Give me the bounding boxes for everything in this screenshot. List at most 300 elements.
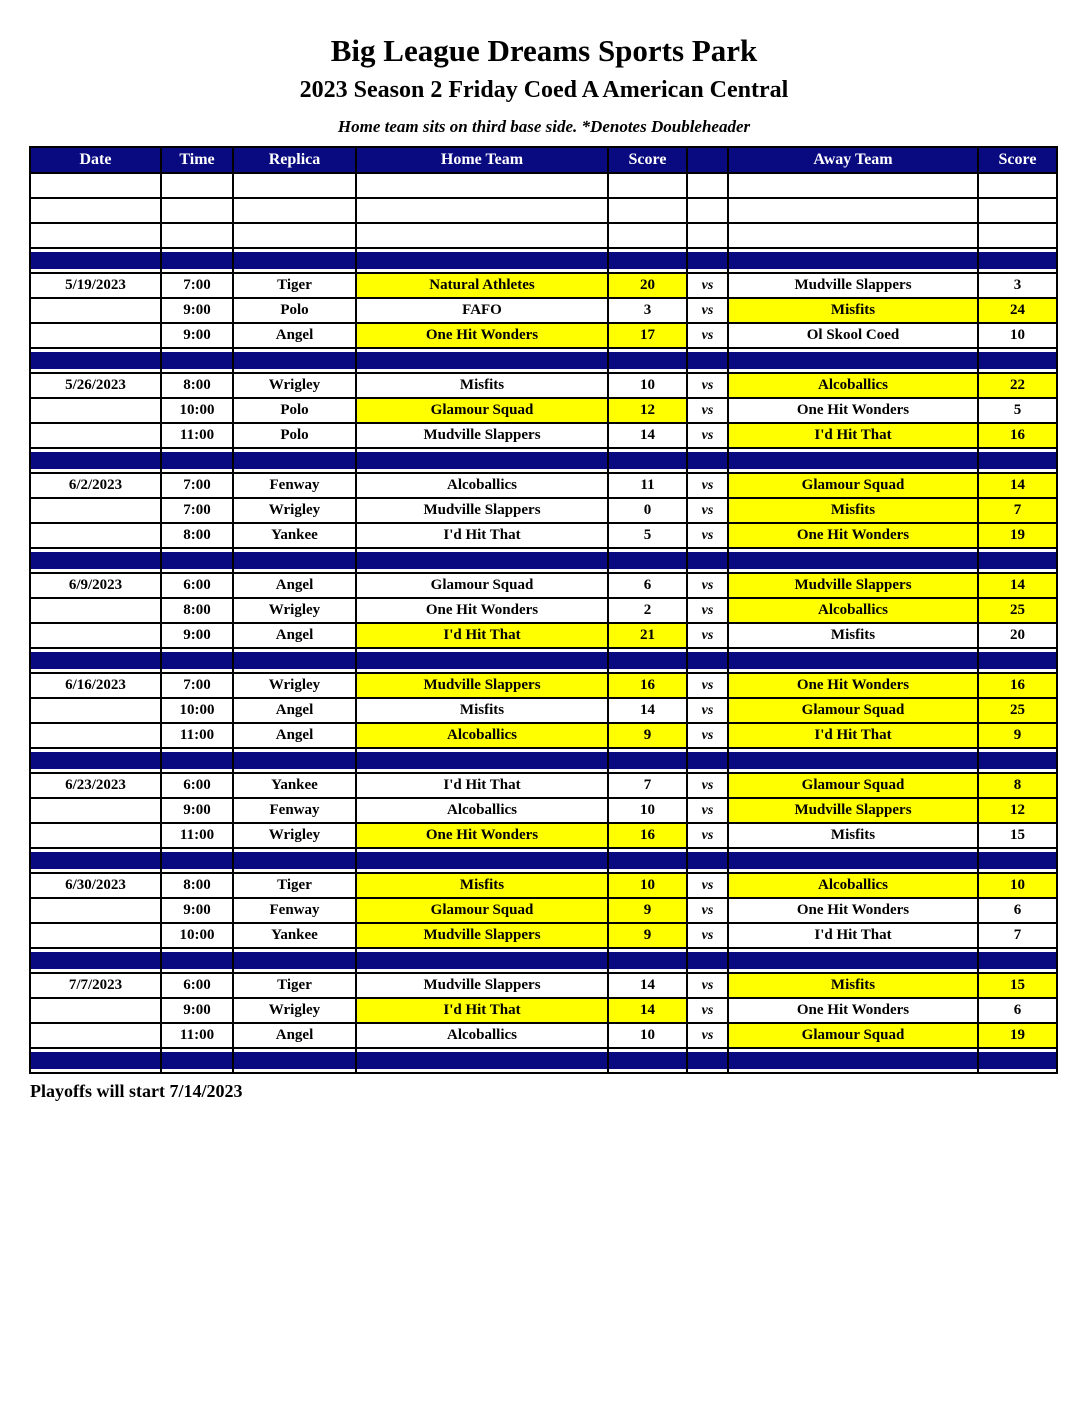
separator-cell	[687, 448, 728, 473]
vs-cell: vs	[687, 773, 728, 798]
separator-cell	[161, 648, 233, 673]
date-cell	[30, 523, 161, 548]
replica-cell: Fenway	[233, 898, 356, 923]
home-team-cell: FAFO	[356, 298, 608, 323]
empty-cell	[161, 173, 233, 198]
separator-cell	[233, 748, 356, 773]
separator-cell	[161, 448, 233, 473]
home-score-cell: 10	[608, 373, 687, 398]
home-team-cell: I'd Hit That	[356, 773, 608, 798]
away-score-cell: 12	[978, 798, 1057, 823]
away-score-cell: 22	[978, 373, 1057, 398]
header-replica: Replica	[233, 147, 356, 173]
away-score-cell: 25	[978, 598, 1057, 623]
away-score-cell: 19	[978, 523, 1057, 548]
date-cell	[30, 398, 161, 423]
date-cell	[30, 1023, 161, 1048]
home-score-cell: 11	[608, 473, 687, 498]
away-team-cell: Glamour Squad	[728, 1023, 978, 1048]
home-team-cell: Alcoballics	[356, 1023, 608, 1048]
away-team-cell: Misfits	[728, 823, 978, 848]
empty-cell	[728, 198, 978, 223]
separator-cell	[687, 348, 728, 373]
vs-cell: vs	[687, 823, 728, 848]
separator-cell	[30, 748, 161, 773]
away-score-cell: 8	[978, 773, 1057, 798]
separator-cell	[978, 248, 1057, 273]
time-cell: 9:00	[161, 298, 233, 323]
home-score-cell: 2	[608, 598, 687, 623]
playoffs-note: Playoffs will start 7/14/2023	[30, 1081, 243, 1102]
replica-cell: Wrigley	[233, 498, 356, 523]
away-score-cell: 20	[978, 623, 1057, 648]
home-team-cell: Misfits	[356, 373, 608, 398]
date-cell: 5/26/2023	[30, 373, 161, 398]
game-row	[30, 398, 1057, 423]
away-score-cell: 16	[978, 673, 1057, 698]
separator-cell	[728, 248, 978, 273]
away-team-cell: Mudville Slappers	[728, 798, 978, 823]
replica-cell: Tiger	[233, 273, 356, 298]
separator-cell	[728, 748, 978, 773]
time-cell: 7:00	[161, 273, 233, 298]
replica-cell: Polo	[233, 298, 356, 323]
header-time: Time	[161, 147, 233, 173]
empty-cell	[608, 173, 687, 198]
game-row	[30, 498, 1057, 523]
separator-cell	[233, 448, 356, 473]
separator-cell	[30, 948, 161, 973]
separator-cell	[161, 248, 233, 273]
time-cell: 9:00	[161, 998, 233, 1023]
home-team-cell: Glamour Squad	[356, 898, 608, 923]
date-cell: 6/23/2023	[30, 773, 161, 798]
empty-cell	[356, 173, 608, 198]
separator-cell	[728, 548, 978, 573]
separator-cell	[728, 348, 978, 373]
away-score-cell: 15	[978, 973, 1057, 998]
replica-cell: Tiger	[233, 873, 356, 898]
home-team-cell: Glamour Squad	[356, 573, 608, 598]
time-cell: 7:00	[161, 498, 233, 523]
home-score-cell: 10	[608, 873, 687, 898]
replica-cell: Wrigley	[233, 373, 356, 398]
vs-cell: vs	[687, 623, 728, 648]
game-row	[30, 923, 1057, 948]
separator-row	[30, 248, 1057, 273]
home-score-cell: 20	[608, 273, 687, 298]
separator-cell	[978, 448, 1057, 473]
game-row	[30, 673, 1057, 698]
away-team-cell: Misfits	[728, 498, 978, 523]
home-score-cell: 9	[608, 898, 687, 923]
vs-cell: vs	[687, 973, 728, 998]
game-row	[30, 698, 1057, 723]
game-row	[30, 723, 1057, 748]
separator-cell	[233, 848, 356, 873]
vs-cell: vs	[687, 398, 728, 423]
separator-cell	[608, 948, 687, 973]
separator-cell	[161, 848, 233, 873]
date-cell	[30, 798, 161, 823]
date-cell	[30, 923, 161, 948]
vs-cell: vs	[687, 723, 728, 748]
time-cell: 9:00	[161, 798, 233, 823]
separator-cell	[356, 348, 608, 373]
away-score-cell: 10	[978, 323, 1057, 348]
separator-cell	[608, 748, 687, 773]
separator-cell	[30, 348, 161, 373]
empty-cell	[728, 223, 978, 248]
home-team-cell: One Hit Wonders	[356, 598, 608, 623]
away-team-cell: One Hit Wonders	[728, 523, 978, 548]
header-row	[30, 147, 1057, 173]
vs-cell: vs	[687, 898, 728, 923]
game-row	[30, 598, 1057, 623]
empty-cell	[161, 198, 233, 223]
separator-row	[30, 948, 1057, 973]
away-score-cell: 5	[978, 398, 1057, 423]
away-team-cell: Misfits	[728, 298, 978, 323]
game-row	[30, 298, 1057, 323]
away-team-cell: I'd Hit That	[728, 723, 978, 748]
home-team-cell: Natural Athletes	[356, 273, 608, 298]
away-score-cell: 19	[978, 1023, 1057, 1048]
game-row	[30, 423, 1057, 448]
vs-cell: vs	[687, 598, 728, 623]
header-home-score: Score	[608, 147, 687, 173]
separator-cell	[687, 748, 728, 773]
separator-row	[30, 748, 1057, 773]
vs-cell: vs	[687, 998, 728, 1023]
away-score-cell: 24	[978, 298, 1057, 323]
date-cell	[30, 823, 161, 848]
date-cell	[30, 698, 161, 723]
separator-cell	[728, 648, 978, 673]
date-cell	[30, 423, 161, 448]
game-row	[30, 798, 1057, 823]
separator-cell	[233, 548, 356, 573]
home-score-cell: 16	[608, 823, 687, 848]
away-team-cell: Glamour Squad	[728, 773, 978, 798]
separator-cell	[687, 1048, 728, 1073]
time-cell: 11:00	[161, 723, 233, 748]
date-cell	[30, 898, 161, 923]
vs-cell: vs	[687, 273, 728, 298]
separator-cell	[30, 648, 161, 673]
date-cell: 6/16/2023	[30, 673, 161, 698]
time-cell: 11:00	[161, 423, 233, 448]
home-score-cell: 21	[608, 623, 687, 648]
empty-row	[30, 198, 1057, 223]
home-score-cell: 6	[608, 573, 687, 598]
vs-cell: vs	[687, 523, 728, 548]
away-team-cell: Glamour Squad	[728, 698, 978, 723]
time-cell: 10:00	[161, 923, 233, 948]
empty-cell	[728, 173, 978, 198]
away-team-cell: I'd Hit That	[728, 423, 978, 448]
vs-cell: vs	[687, 573, 728, 598]
header-away-score: Score	[978, 147, 1057, 173]
away-score-cell: 14	[978, 473, 1057, 498]
separator-cell	[608, 648, 687, 673]
separator-cell	[978, 648, 1057, 673]
replica-cell: Angel	[233, 323, 356, 348]
home-score-cell: 12	[608, 398, 687, 423]
home-team-cell: Mudville Slappers	[356, 673, 608, 698]
home-team-cell: I'd Hit That	[356, 998, 608, 1023]
separator-cell	[161, 348, 233, 373]
separator-cell	[356, 948, 608, 973]
replica-cell: Wrigley	[233, 998, 356, 1023]
replica-cell: Angel	[233, 723, 356, 748]
separator-cell	[728, 448, 978, 473]
home-score-cell: 7	[608, 773, 687, 798]
separator-cell	[978, 848, 1057, 873]
home-team-cell: One Hit Wonders	[356, 323, 608, 348]
separator-cell	[356, 848, 608, 873]
replica-cell: Yankee	[233, 773, 356, 798]
separator-cell	[356, 648, 608, 673]
time-cell: 8:00	[161, 873, 233, 898]
separator-cell	[233, 648, 356, 673]
separator-cell	[608, 348, 687, 373]
separator-cell	[161, 548, 233, 573]
date-cell	[30, 723, 161, 748]
empty-cell	[356, 198, 608, 223]
replica-cell: Polo	[233, 398, 356, 423]
away-team-cell: One Hit Wonders	[728, 998, 978, 1023]
game-row	[30, 623, 1057, 648]
replica-cell: Yankee	[233, 523, 356, 548]
header-away-team: Away Team	[728, 147, 978, 173]
separator-cell	[30, 248, 161, 273]
separator-cell	[608, 548, 687, 573]
separator-cell	[978, 748, 1057, 773]
vs-cell: vs	[687, 373, 728, 398]
vs-cell: vs	[687, 923, 728, 948]
empty-cell	[356, 223, 608, 248]
game-row	[30, 773, 1057, 798]
home-team-cell: Alcoballics	[356, 473, 608, 498]
game-row	[30, 873, 1057, 898]
empty-cell	[687, 223, 728, 248]
home-score-cell: 14	[608, 998, 687, 1023]
home-team-cell: One Hit Wonders	[356, 823, 608, 848]
separator-cell	[30, 548, 161, 573]
separator-cell	[687, 848, 728, 873]
game-row	[30, 1023, 1057, 1048]
vs-cell: vs	[687, 873, 728, 898]
separator-cell	[687, 948, 728, 973]
vs-cell: vs	[687, 498, 728, 523]
time-cell: 10:00	[161, 398, 233, 423]
separator-cell	[978, 1048, 1057, 1073]
time-cell: 10:00	[161, 698, 233, 723]
separator-cell	[356, 1048, 608, 1073]
separator-cell	[30, 848, 161, 873]
time-cell: 6:00	[161, 573, 233, 598]
away-team-cell: Alcoballics	[728, 873, 978, 898]
home-score-cell: 10	[608, 798, 687, 823]
replica-cell: Polo	[233, 423, 356, 448]
time-cell: 8:00	[161, 598, 233, 623]
empty-cell	[608, 198, 687, 223]
separator-cell	[30, 1048, 161, 1073]
away-team-cell: One Hit Wonders	[728, 673, 978, 698]
separator-row	[30, 1048, 1057, 1073]
schedule-table-body	[30, 173, 1057, 1073]
empty-cell	[30, 198, 161, 223]
date-cell: 6/2/2023	[30, 473, 161, 498]
away-team-cell: One Hit Wonders	[728, 398, 978, 423]
separator-cell	[687, 248, 728, 273]
empty-cell	[161, 223, 233, 248]
away-team-cell: Alcoballics	[728, 598, 978, 623]
separator-cell	[728, 1048, 978, 1073]
game-row	[30, 973, 1057, 998]
separator-cell	[728, 848, 978, 873]
home-score-cell: 14	[608, 423, 687, 448]
separator-cell	[30, 448, 161, 473]
time-cell: 9:00	[161, 898, 233, 923]
time-cell: 9:00	[161, 623, 233, 648]
separator-cell	[356, 548, 608, 573]
vs-cell: vs	[687, 698, 728, 723]
away-team-cell: Ol Skool Coed	[728, 323, 978, 348]
date-cell	[30, 323, 161, 348]
separator-cell	[608, 848, 687, 873]
home-team-cell: Misfits	[356, 698, 608, 723]
home-team-cell: Misfits	[356, 873, 608, 898]
home-score-cell: 0	[608, 498, 687, 523]
home-score-cell: 3	[608, 298, 687, 323]
home-team-cell: Mudville Slappers	[356, 498, 608, 523]
away-team-cell: One Hit Wonders	[728, 898, 978, 923]
replica-cell: Fenway	[233, 473, 356, 498]
game-row	[30, 823, 1057, 848]
separator-cell	[356, 448, 608, 473]
date-cell	[30, 623, 161, 648]
page-note: Home team sits on third base side. *Denotes Doubleheader	[337, 117, 751, 137]
page-subtitle: 2023 Season 2 Friday Coed A American Central	[299, 77, 789, 104]
empty-cell	[608, 223, 687, 248]
away-team-cell: Misfits	[728, 973, 978, 998]
empty-cell	[30, 173, 161, 198]
time-cell: 11:00	[161, 823, 233, 848]
home-score-cell: 17	[608, 323, 687, 348]
away-score-cell: 6	[978, 998, 1057, 1023]
date-cell	[30, 298, 161, 323]
empty-cell	[687, 198, 728, 223]
replica-cell: Yankee	[233, 923, 356, 948]
date-cell: 5/19/2023	[30, 273, 161, 298]
game-row	[30, 473, 1057, 498]
home-score-cell: 14	[608, 973, 687, 998]
vs-cell: vs	[687, 1023, 728, 1048]
home-team-cell: Mudville Slappers	[356, 423, 608, 448]
game-row	[30, 373, 1057, 398]
away-score-cell: 3	[978, 273, 1057, 298]
separator-cell	[233, 348, 356, 373]
away-team-cell: I'd Hit That	[728, 923, 978, 948]
date-cell	[30, 598, 161, 623]
separator-cell	[233, 248, 356, 273]
home-score-cell: 14	[608, 698, 687, 723]
date-cell: 6/9/2023	[30, 573, 161, 598]
vs-cell: vs	[687, 673, 728, 698]
vs-cell: vs	[687, 298, 728, 323]
replica-cell: Wrigley	[233, 823, 356, 848]
away-score-cell: 25	[978, 698, 1057, 723]
game-row	[30, 898, 1057, 923]
home-team-cell: Alcoballics	[356, 723, 608, 748]
separator-cell	[687, 548, 728, 573]
home-score-cell: 9	[608, 723, 687, 748]
date-cell	[30, 498, 161, 523]
game-row	[30, 323, 1057, 348]
separator-row	[30, 348, 1057, 373]
separator-row	[30, 848, 1057, 873]
time-cell: 8:00	[161, 523, 233, 548]
separator-row	[30, 648, 1057, 673]
separator-cell	[978, 348, 1057, 373]
separator-cell	[161, 948, 233, 973]
empty-cell	[978, 198, 1057, 223]
separator-cell	[978, 548, 1057, 573]
separator-cell	[233, 948, 356, 973]
game-row	[30, 273, 1057, 298]
separator-cell	[161, 748, 233, 773]
page-title: Big League Dreams Sports Park	[330, 33, 758, 68]
header-home-team: Home Team	[356, 147, 608, 173]
time-cell: 6:00	[161, 773, 233, 798]
replica-cell: Wrigley	[233, 673, 356, 698]
empty-cell	[978, 173, 1057, 198]
home-score-cell: 5	[608, 523, 687, 548]
replica-cell: Tiger	[233, 973, 356, 998]
separator-cell	[356, 748, 608, 773]
game-row	[30, 998, 1057, 1023]
header-vs	[687, 147, 728, 173]
empty-cell	[233, 173, 356, 198]
game-row	[30, 523, 1057, 548]
replica-cell: Angel	[233, 623, 356, 648]
time-cell: 11:00	[161, 1023, 233, 1048]
separator-row	[30, 448, 1057, 473]
away-score-cell: 15	[978, 823, 1057, 848]
away-score-cell: 14	[978, 573, 1057, 598]
time-cell: 9:00	[161, 323, 233, 348]
separator-cell	[687, 648, 728, 673]
away-score-cell: 9	[978, 723, 1057, 748]
away-score-cell: 7	[978, 498, 1057, 523]
home-score-cell: 10	[608, 1023, 687, 1048]
away-team-cell: Alcoballics	[728, 373, 978, 398]
replica-cell: Angel	[233, 1023, 356, 1048]
vs-cell: vs	[687, 423, 728, 448]
replica-cell: Wrigley	[233, 598, 356, 623]
home-team-cell: I'd Hit That	[356, 623, 608, 648]
empty-cell	[978, 223, 1057, 248]
empty-row	[30, 223, 1057, 248]
replica-cell: Angel	[233, 573, 356, 598]
separator-cell	[978, 948, 1057, 973]
date-cell: 7/7/2023	[30, 973, 161, 998]
time-cell: 7:00	[161, 673, 233, 698]
home-team-cell: Mudville Slappers	[356, 973, 608, 998]
empty-cell	[233, 223, 356, 248]
